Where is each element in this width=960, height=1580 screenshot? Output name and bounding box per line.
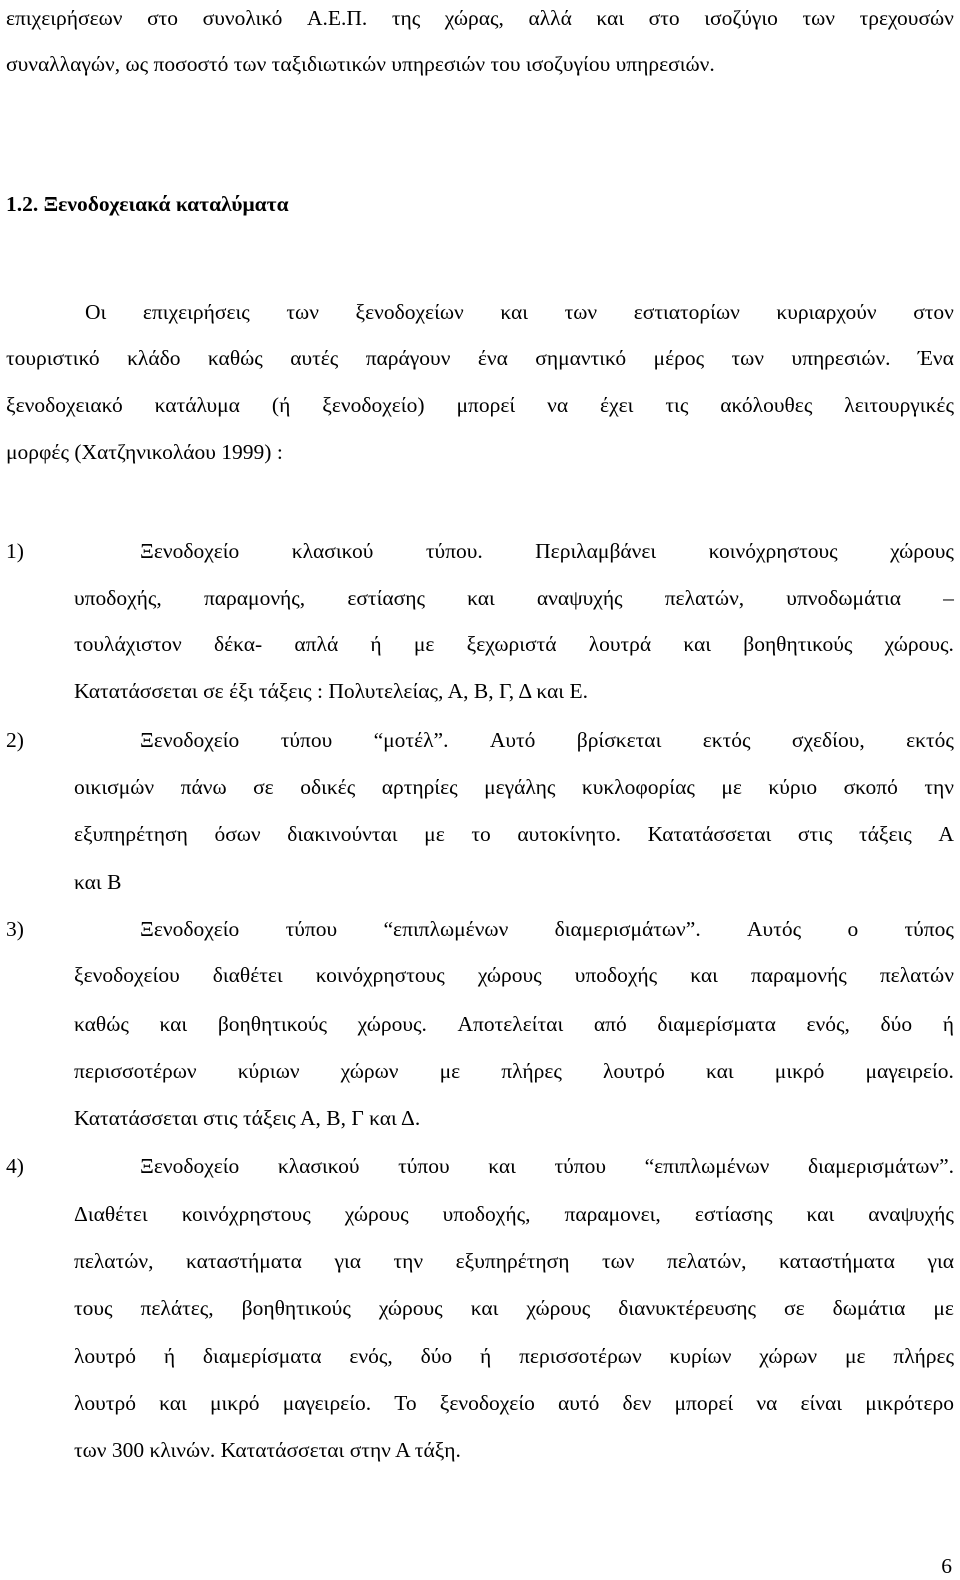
word: των (802, 6, 836, 30)
word: υπνοδωμάτια (786, 586, 902, 610)
word: ισοζύγιο (704, 6, 778, 30)
word: βοηθητικούς (743, 632, 853, 656)
word: παραμονει, (564, 1202, 661, 1226)
word: για (927, 1249, 954, 1273)
word: κοινόχρηστους (181, 1202, 311, 1226)
list-item-1-line-3 (74, 630, 954, 658)
word: κλάδο (127, 346, 181, 370)
word: τύπου. (425, 539, 483, 563)
word: Α (938, 822, 954, 846)
word: ακόλουθες (720, 393, 813, 417)
word: των (731, 346, 765, 370)
list-item-4-line-5 (74, 1342, 954, 1370)
list-item-1-line-4: Κατατάσσεται σε έξι τάξεις : Πολυτελείας, Α, Β, Γ, Δ και Ε. (74, 679, 588, 703)
word: και (488, 1154, 516, 1178)
word: τουριστικό (6, 346, 100, 370)
word: είναι (800, 1391, 843, 1415)
paragraph-line-2 (6, 344, 954, 372)
word: των (601, 1249, 635, 1273)
list-item-4-number: 4) (6, 1154, 24, 1178)
word: πελατών (879, 963, 954, 987)
word: πλήρες (893, 1344, 954, 1368)
word: κλασικού (291, 539, 374, 563)
word: αναψυχής (536, 586, 623, 610)
word: με (721, 775, 742, 799)
word: ξενοδοχείο (439, 1391, 535, 1415)
word: τύπου (398, 1154, 450, 1178)
word: βοηθητικούς (241, 1296, 351, 1320)
list-item-4-line-7: των 300 κλινών. Κατατάσσεται στην Α τάξη. (74, 1438, 461, 1462)
word: παραμονής, (203, 586, 306, 610)
list-item-1-line-2 (74, 584, 954, 612)
word: οικισμών (74, 775, 155, 799)
word: Ξενοδοχείο (140, 539, 240, 563)
word: και (467, 586, 495, 610)
word: χώρους (477, 963, 542, 987)
word: πελατών, (74, 1249, 154, 1273)
word: Το (394, 1391, 417, 1415)
word: μαγειρείο. (865, 1059, 954, 1083)
word: και (470, 1296, 499, 1320)
word: και (596, 6, 625, 30)
word: λουτρό (74, 1391, 136, 1415)
word: χώρων (759, 1344, 818, 1368)
word: Οι (85, 300, 107, 324)
word: Ξενοδοχείο (140, 728, 240, 752)
word: κοινόχρηστους (315, 963, 445, 987)
word: εστίασης (347, 586, 425, 610)
word: πελατών, (664, 586, 745, 610)
paragraph-line-1 (85, 298, 954, 326)
list-item-3-line-5: Κατατάσσεται στις τάξεις Α, Β, Γ και Δ. (74, 1106, 421, 1130)
word: πλήρες (501, 1059, 562, 1083)
word: αυτές (290, 346, 339, 370)
word: ενός, (349, 1344, 393, 1368)
page-number: 6 (941, 1553, 952, 1578)
list-item-4-line-1 (140, 1152, 954, 1180)
word: κύριο (768, 775, 818, 799)
word: περισσοτέρων (519, 1344, 642, 1368)
word: διαμερισμάτων”. (807, 1154, 954, 1178)
word: υποδοχής (574, 963, 658, 987)
word: χώρας, (444, 6, 504, 30)
word: να (547, 393, 569, 417)
word: στο (648, 6, 680, 30)
word: πελατών, (666, 1249, 747, 1273)
word: αυτοκίνητο. (517, 822, 621, 846)
list-item-4-line-2 (74, 1200, 954, 1228)
word: μεγάλης (484, 775, 556, 799)
word: Κατατάσσεται (647, 822, 772, 846)
list-item-2-line-3 (74, 820, 954, 848)
word: διαμερίσματα (657, 1012, 776, 1036)
word: δύο (420, 1344, 453, 1368)
word: ένα (477, 346, 508, 370)
word: σκοπό (843, 775, 898, 799)
word: ξενοδοχείων (355, 300, 464, 324)
word: διανυκτέρευσης (618, 1296, 757, 1320)
word: χώρους (890, 539, 954, 563)
word: μπορεί (456, 393, 516, 417)
list-item-2-number: 2) (6, 728, 24, 752)
word: λουτρό (74, 1344, 136, 1368)
word: εκτός (702, 728, 751, 752)
list-item-2-line-2 (74, 773, 954, 801)
word: βρίσκεται (576, 728, 662, 752)
list-item-3-line-2 (74, 961, 954, 989)
word: καθώς (74, 1012, 129, 1036)
word: διαμερισμάτων”. (554, 917, 701, 941)
word: παραμονής (750, 963, 847, 987)
word: Αυτό (489, 728, 536, 752)
list-item-4-line-4 (74, 1294, 954, 1322)
word: ξενοδοχείου (74, 963, 180, 987)
word: κυρίων (669, 1344, 732, 1368)
word: Ένα (917, 346, 954, 370)
word: τύπος (904, 917, 954, 941)
word: υποδοχής, (442, 1202, 531, 1226)
word: στον (913, 300, 954, 324)
intro-line-2: συναλλαγών, ως ποσοστό των ταξιδιωτικών υπηρεσιών του ισοζυγίου υπηρεσιών. (6, 52, 715, 76)
word: να (756, 1391, 778, 1415)
word: Περιλαμβάνει (535, 539, 657, 563)
list-item-2-line-4: και Β (74, 870, 122, 894)
word: με (424, 822, 445, 846)
word: επιχειρήσεις (142, 300, 250, 324)
list-item-1-line-1 (140, 537, 954, 565)
word: λουτρά (588, 632, 652, 656)
list-item-3-line-1 (140, 915, 954, 943)
word: στις (797, 822, 833, 846)
word: ο (847, 917, 859, 941)
word: λειτουργικές (844, 393, 954, 417)
list-item-1-number: 1) (6, 539, 24, 563)
word: της (391, 6, 421, 30)
word: και (159, 1391, 187, 1415)
list-item-2-line-1 (140, 726, 954, 754)
word: χώρους. (884, 632, 954, 656)
word: διαμερίσματα (202, 1344, 322, 1368)
word: μικρό (209, 1391, 260, 1415)
word: παράγουν (365, 346, 451, 370)
word: Α.Ε.Π. (306, 6, 368, 30)
word: Ξενοδοχείο (140, 917, 240, 941)
word: σημαντικό (535, 346, 627, 370)
word: “μοτέλ”. (373, 728, 449, 752)
word: αρτηρίες (381, 775, 458, 799)
word: χώρους. (357, 1012, 427, 1036)
word: ξεχωριστά (466, 632, 557, 656)
word: (ή (271, 393, 291, 417)
word: με (844, 1344, 866, 1368)
word: ή (370, 632, 382, 656)
word: καταστήματα (185, 1249, 302, 1273)
word: σε (784, 1296, 805, 1320)
word: το (471, 822, 491, 846)
word: αυτό (558, 1391, 600, 1415)
word: στο (147, 6, 179, 30)
word: υποδοχής, (74, 586, 162, 610)
word: τουλάχιστον (74, 632, 182, 656)
word: τύπου (285, 917, 338, 941)
word: “επιπλωμένων (383, 917, 509, 941)
word: διακινούνται (287, 822, 398, 846)
word: τύπου (280, 728, 333, 752)
word: την (393, 1249, 424, 1273)
word: έχει (600, 393, 634, 417)
word: των (564, 300, 598, 324)
word: και (683, 632, 712, 656)
word: και (159, 1012, 188, 1036)
paragraph-line-4: μορφές (Χατζηνικολάου 1999) : (6, 440, 283, 464)
word: με (439, 1059, 461, 1083)
word: πελάτες, (140, 1296, 214, 1320)
word: τους (74, 1296, 113, 1320)
word: και (500, 300, 529, 324)
word: σχεδίου, (791, 728, 865, 752)
word: “επιπλωμένων (644, 1154, 770, 1178)
word: δέκα- (213, 632, 263, 656)
word: δωμάτια (832, 1296, 906, 1320)
word: των (286, 300, 319, 324)
word: και (706, 1059, 734, 1083)
word: εξυπηρέτηση (455, 1249, 570, 1273)
list-item-4-line-3 (74, 1247, 954, 1275)
section-heading: 1.2. Ξενοδοχειακά καταλύματα (6, 192, 289, 216)
word: αλλά (528, 6, 572, 30)
word: όσων (214, 822, 261, 846)
word: ξενοδοχειακό (6, 393, 123, 417)
word: τάξεις (858, 822, 912, 846)
word: μαγειρείο. (282, 1391, 372, 1415)
word: τύπου (554, 1154, 607, 1178)
word: οδικές (300, 775, 356, 799)
word: κατάλυμα (154, 393, 240, 417)
word: δεν (622, 1391, 652, 1415)
word: απλά (294, 632, 339, 656)
word: ενός, (806, 1012, 850, 1036)
word: ή (163, 1344, 176, 1368)
word: Αυτός (747, 917, 802, 941)
word: ξενοδοχείο) (322, 393, 425, 417)
word: μικρότερο (865, 1391, 954, 1415)
word: και (806, 1202, 835, 1226)
word: λουτρό (602, 1059, 665, 1083)
word: Ξενοδοχείο (140, 1154, 240, 1178)
word: και (690, 963, 718, 987)
word: σε (253, 775, 274, 799)
word: κλασικού (277, 1154, 360, 1178)
word: εστιατορίων (633, 300, 740, 324)
word: εξυπηρέτηση (74, 822, 188, 846)
word: με (413, 632, 435, 656)
word: Διαθέτει (74, 1202, 148, 1226)
word: καταστήματα (778, 1249, 895, 1273)
word: κοινόχρηστους (708, 539, 838, 563)
list-item-3-line-4 (74, 1057, 954, 1085)
word: Αποτελείται (457, 1012, 564, 1036)
word: καθώς (207, 346, 263, 370)
word: μέρος (653, 346, 705, 370)
intro-line-1 (6, 4, 954, 32)
word: κυκλοφορίας (581, 775, 695, 799)
word: για (334, 1249, 362, 1273)
word: ή (942, 1012, 954, 1036)
word: δύο (880, 1012, 913, 1036)
word: χώρους (344, 1202, 409, 1226)
list-item-3-number: 3) (6, 917, 24, 941)
word: πάνω (180, 775, 227, 799)
word: χώρων (340, 1059, 399, 1083)
word: τις (665, 393, 689, 417)
word: από (593, 1012, 627, 1036)
word: χώρους (526, 1296, 591, 1320)
word: εστίασης (694, 1202, 773, 1226)
list-item-4-line-6 (74, 1389, 954, 1417)
word: – (943, 586, 954, 610)
word: κυριαρχούν (776, 300, 877, 324)
word: χώρους (378, 1296, 443, 1320)
word: ή (479, 1344, 492, 1368)
word: συνολικό (202, 6, 283, 30)
word: τρεχουσών (859, 6, 954, 30)
word: μικρό (774, 1059, 825, 1083)
list-item-3-line-3 (74, 1010, 954, 1038)
word: περισσοτέρων (74, 1059, 197, 1083)
word: με (933, 1296, 954, 1320)
word: υπηρεσιών. (791, 346, 891, 370)
word: την (924, 775, 954, 799)
word: βοηθητικούς (217, 1012, 327, 1036)
word: κύριων (237, 1059, 300, 1083)
word: μπορεί (674, 1391, 734, 1415)
paragraph-line-3 (6, 391, 954, 419)
word: διαθέτει (212, 963, 283, 987)
word: επιχειρήσεων (6, 6, 123, 30)
word: εκτός (906, 728, 954, 752)
word: αναψυχής (868, 1202, 954, 1226)
